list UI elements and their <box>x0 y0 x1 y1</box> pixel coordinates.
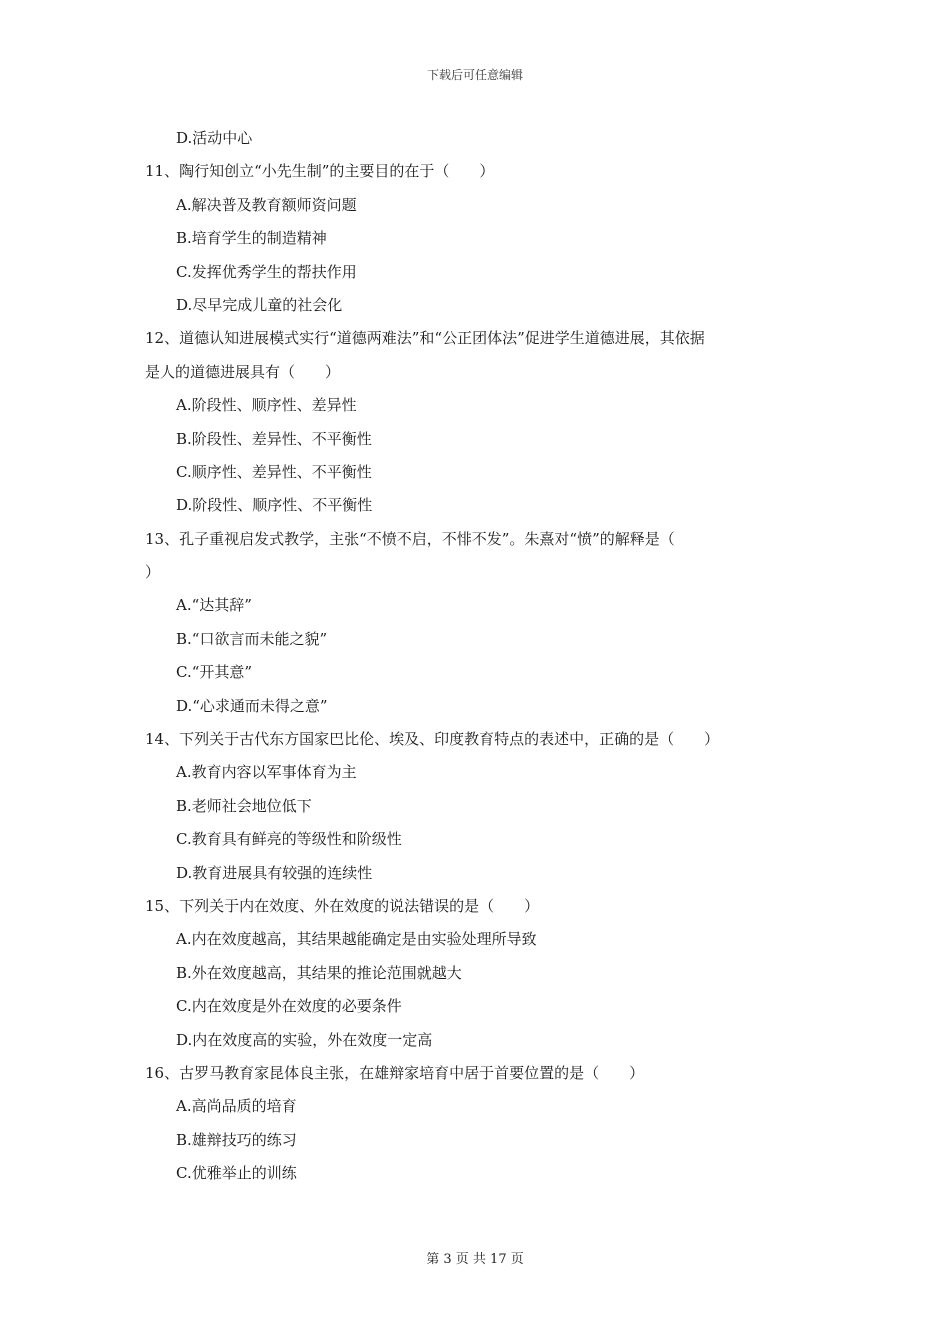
option-line: C.优雅举止的训练 <box>176 1164 297 1183</box>
option-line: D.“心求通而未得之意” <box>176 696 328 715</box>
question-line: 13、孔子重视启发式教学，主张“不愤不启，不悱不发”。朱熹对“愤”的解释是（ <box>145 529 675 548</box>
question-line: 14、下列关于古代东方国家巴比伦、埃及、印度教育特点的表述中，正确的是（ ） <box>145 730 720 749</box>
option-line: B.外在效度越高，其结果的推论范围就越大 <box>176 963 462 982</box>
option-line: A.内在效度越高，其结果越能确定是由实验处理所导致 <box>176 930 537 949</box>
option-line: A.高尚品质的培育 <box>176 1097 297 1116</box>
question-continuation: 是人的道德进展具有（ ） <box>145 362 341 381</box>
option-line: C.内在效度是外在效度的必要条件 <box>176 997 402 1016</box>
page-footer: 第 3 页 共 17 页 <box>426 1252 524 1267</box>
option-line: C.发挥优秀学生的帮扶作用 <box>176 262 357 281</box>
option-line: D.活动中心 <box>176 129 253 147</box>
option-line: D.阶段性、顺序性、不平衡性 <box>176 496 373 515</box>
question-line: 12、道德认知进展模式实行“道德两难法”和“公正团体法”促进学生道德进展，其依据 <box>145 329 705 348</box>
page-header: 下载后可任意编辑 <box>426 68 523 82</box>
option-line: A.阶段性、顺序性、差异性 <box>176 396 357 415</box>
option-line: B.培育学生的制造精神 <box>176 229 327 248</box>
option-line: C.“开其意” <box>176 663 253 682</box>
option-line: A.教育内容以军事体育为主 <box>176 763 357 782</box>
question-continuation: ） <box>145 563 161 582</box>
option-line: B.“口欲言而未能之貌” <box>176 629 328 648</box>
option-line: B.老师社会地位低下 <box>176 796 312 815</box>
option-line: A.解决普及教育额师资问题 <box>176 195 357 214</box>
option-line: D.内在效度高的实验，外在效度一定高 <box>176 1030 433 1049</box>
option-line: B.雄辩技巧的练习 <box>176 1130 297 1149</box>
question-line: 16、古罗马教育家昆体良主张，在雄辩家培育中居于首要位置的是（ ） <box>145 1063 645 1082</box>
option-line: D.尽早完成儿童的社会化 <box>176 295 343 314</box>
option-line: C.教育具有鲜亮的等级性和阶级性 <box>176 830 402 849</box>
option-line: C.顺序性、差异性、不平衡性 <box>176 462 372 481</box>
question-line: 11、陶行知创立“小先生制”的主要目的在于（ ） <box>145 162 495 181</box>
option-line: A.“达其辞” <box>176 596 252 615</box>
option-line: B.阶段性、差异性、不平衡性 <box>176 429 372 448</box>
option-line: D.教育进展具有较强的连续性 <box>176 863 373 882</box>
question-list <box>145 122 815 1191</box>
question-line: 15、下列关于内在效度、外在效度的说法错误的是（ ） <box>145 896 540 915</box>
